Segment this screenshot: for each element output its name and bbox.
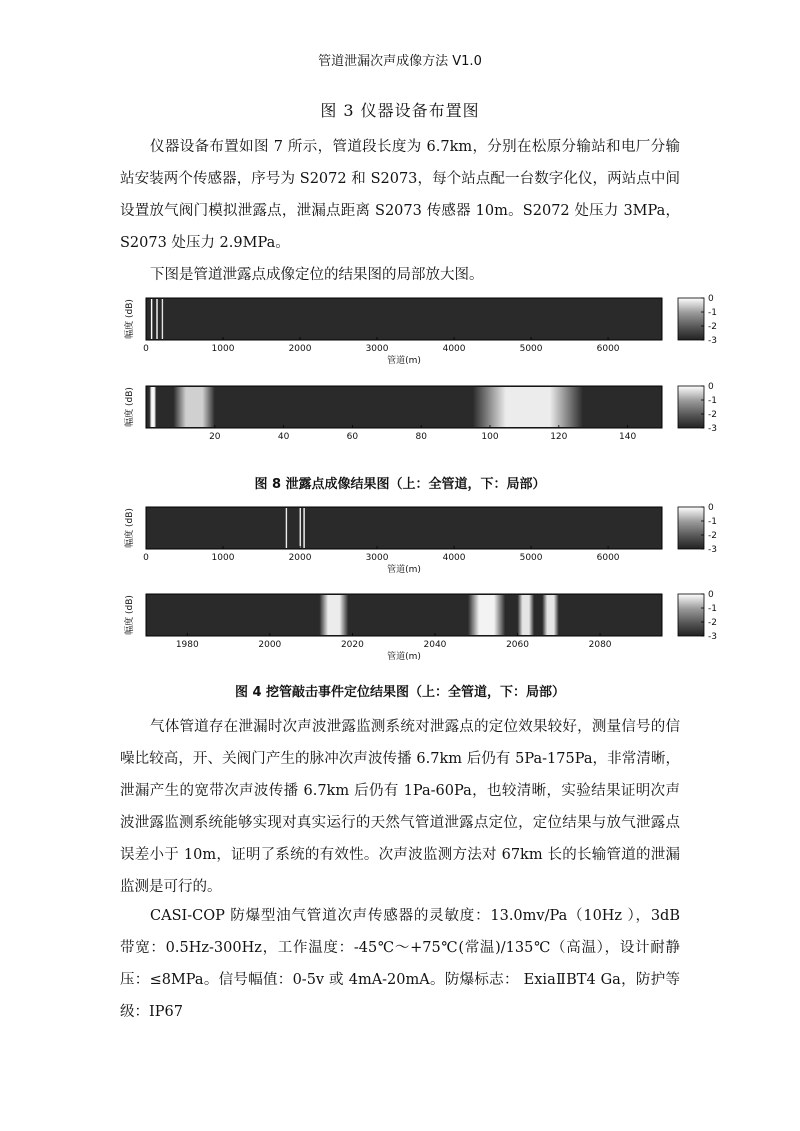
bright-band — [285, 508, 287, 548]
paragraph-conclusion: 气体管道存在泄漏时次声波泄露监测系统对泄露点的定位效果较好，测量信号的信噪比较高，开、关阀门产生的脉冲次声波传播 6.7km 后仍有 5Pa-175Pa，非常清晰，泄漏产生的宽带次声波传播 6.7km 后仍有 1Pa-60Pa，也较清晰，实验结果证明次声波泄露监测系统能够实现对真实运行的天然气管道泄露点定位，定位结果与放气泄露点误差小于 10m，证明了系统的有效性。次声波监测方法对 67km 长的长输管道的泄漏监测是可行的。 — [120, 719, 680, 895]
colorbar-tick-label: -3 — [708, 336, 717, 346]
colorbar-tick-label: 0 — [708, 503, 714, 513]
bright-band — [156, 299, 158, 339]
x-tick-label: 80 — [415, 432, 427, 442]
x-tick-label: 140 — [619, 432, 637, 442]
heatmap-area — [146, 386, 662, 428]
leak-imaging-full-pipeline-plot — [118, 294, 728, 374]
colorbar — [678, 298, 704, 340]
x-tick-label: 4000 — [442, 553, 466, 563]
figure-3-caption: 图 3 仪器设备布置图 — [320, 101, 480, 120]
heatmap-svg — [118, 590, 728, 670]
colorbar-tick-label: -1 — [708, 396, 717, 406]
bright-band — [468, 595, 505, 635]
x-tick-label: 0 — [143, 344, 149, 354]
running-header: 管道泄漏次声成像方法 V1.0 — [318, 54, 482, 69]
x-tick-label: 2040 — [423, 640, 447, 650]
x-tick-label: 4000 — [442, 344, 466, 354]
x-tick-label: 2020 — [340, 640, 364, 650]
colorbar-tick-label: -1 — [708, 308, 717, 318]
x-tick-label: 5000 — [519, 344, 543, 354]
bright-band — [149, 387, 156, 427]
x-axis-label: 管道(m) — [387, 565, 421, 575]
bright-band — [303, 508, 305, 548]
colorbar — [678, 594, 704, 636]
colorbar-tick-label: -2 — [708, 618, 717, 628]
bright-band — [174, 387, 215, 427]
colorbar-tick-label: -2 — [708, 410, 717, 420]
knock-event-local-plot — [118, 590, 728, 670]
knock-event-full-pipeline-plot — [118, 503, 728, 583]
x-tick-label: 3000 — [365, 553, 389, 563]
x-tick-label: 6000 — [596, 344, 620, 354]
colorbar — [678, 507, 704, 549]
x-tick-label: 2000 — [258, 640, 282, 650]
x-tick-label: 2080 — [588, 640, 612, 650]
x-tick-label: 5000 — [519, 553, 543, 563]
colorbar-tick-label: -3 — [708, 424, 717, 434]
colorbar-tick-label: 0 — [708, 382, 714, 392]
bright-band — [161, 299, 163, 339]
x-tick-label: 2000 — [288, 344, 312, 354]
y-axis-label: 幅度 (dB) — [125, 595, 135, 635]
colorbar — [678, 386, 704, 428]
heatmap-svg — [118, 294, 728, 374]
colorbar-tick-label: -1 — [708, 604, 717, 614]
x-tick-label: 2060 — [506, 640, 529, 650]
x-tick-label: 3000 — [365, 344, 389, 354]
x-tick-label: 1000 — [211, 553, 235, 563]
figure-4-caption: 图 4 挖管敲击事件定位结果图（上：全管道，下：局部） — [234, 685, 566, 700]
figure-8-caption: 图 8 泄露点成像结果图（上：全管道，下：局部） — [254, 477, 546, 492]
x-tick-label: 120 — [550, 432, 568, 442]
x-tick-label: 6000 — [596, 553, 620, 563]
x-axis-label: 管道(m) — [387, 652, 421, 662]
heatmap-svg — [118, 503, 728, 583]
colorbar-tick-label: 0 — [708, 294, 714, 304]
heatmap-area — [146, 298, 662, 340]
bright-band — [299, 508, 301, 548]
y-axis-label: 幅度 (dB) — [125, 508, 135, 548]
x-tick-label: 60 — [346, 432, 359, 442]
x-tick-label: 40 — [277, 432, 290, 442]
x-tick-label: 100 — [481, 432, 499, 442]
colorbar-tick-label: 0 — [708, 590, 714, 600]
colorbar-tick-label: -2 — [708, 322, 717, 332]
y-axis-label: 幅度 (dB) — [125, 387, 135, 427]
x-tick-label: 2000 — [288, 553, 312, 563]
bright-band — [473, 387, 583, 427]
colorbar-tick-label: -3 — [708, 632, 717, 642]
paragraph-instrument-layout: 仪器设备布置如图 7 所示，管道段长度为 6.7km，分别在松原分输站和电厂分输站安装两个传感器，序号为 S2072 和 S2073，每个站点配一台数字化仪，两站点中间设置放气阀门模拟泄露点，泄漏点距离 S2073 传感器 10m。S2072 处压力 3MPa，S2073 处压力 2.9MPa。 — [120, 139, 680, 251]
x-tick-label: 20 — [209, 432, 221, 442]
y-axis-label: 幅度 (dB) — [125, 299, 135, 339]
x-tick-label: 1000 — [211, 344, 235, 354]
x-axis-label: 管道(m) — [387, 356, 421, 366]
paragraph-result-intro: 下图是管道泄露点成像定位的结果图的局部放大图。 — [150, 267, 484, 283]
bright-band — [319, 595, 348, 635]
heatmap-area — [146, 507, 662, 549]
colorbar-tick-label: -2 — [708, 531, 717, 541]
heatmap-area — [146, 594, 662, 636]
leak-imaging-local-plot — [118, 382, 728, 462]
colorbar-tick-label: -1 — [708, 517, 717, 527]
colorbar-tick-label: -3 — [708, 545, 717, 555]
bright-band — [518, 595, 535, 635]
paragraph-sensor-spec: CASI-COP 防爆型油气管道次声传感器的灵敏度：13.0mv/Pa（10Hz ），3dB 带宽：0.5Hz-300Hz，工作温度：-45℃～+75℃(常温)/135℃（高温），设计耐静压：≤8MPa。信号幅值：0-5v 或 4mA-20mA。防爆标志： ExiaⅡBT4 Ga，防护等级：IP67 — [120, 908, 680, 1020]
bright-band — [151, 299, 153, 339]
x-tick-label: 1980 — [175, 640, 199, 650]
bright-band — [542, 595, 559, 635]
x-tick-label: 0 — [143, 553, 149, 563]
heatmap-svg — [118, 382, 728, 462]
